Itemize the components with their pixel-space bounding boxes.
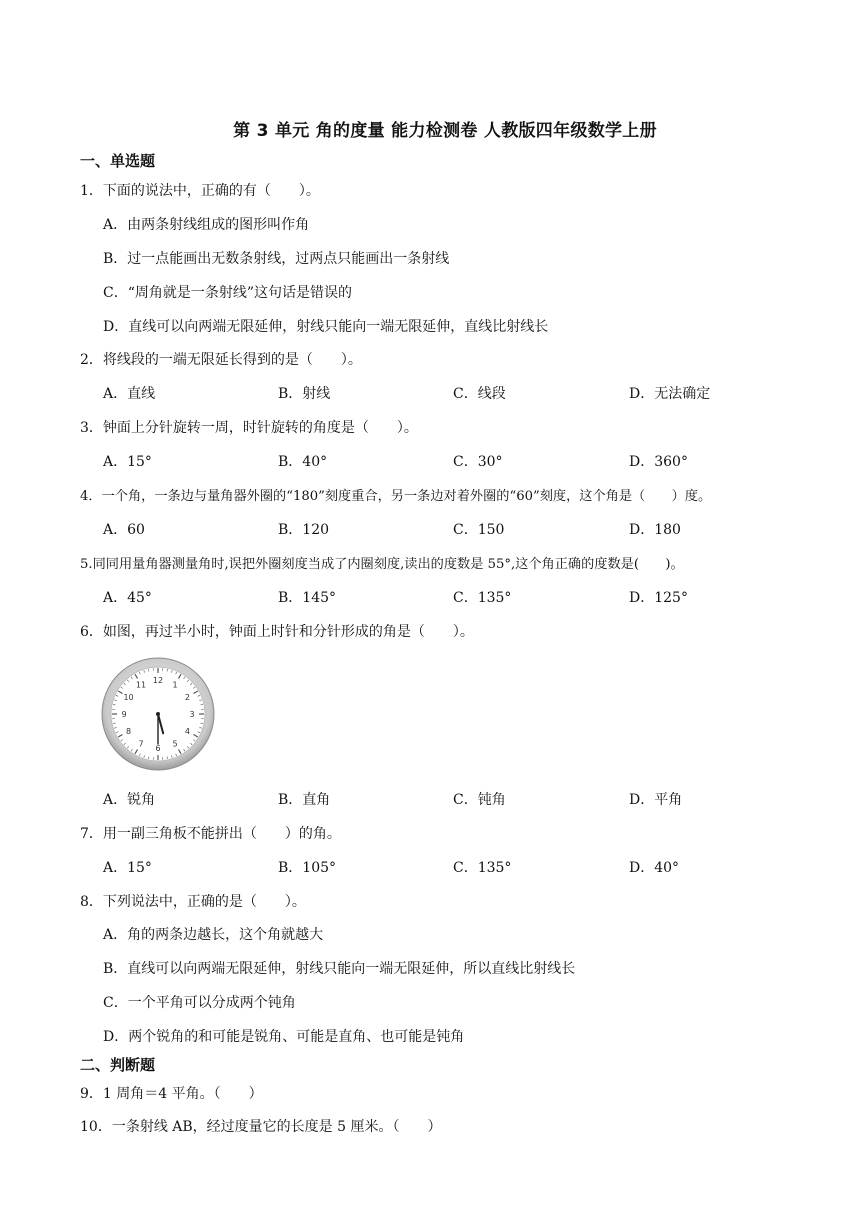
clock-number: 7 [138, 739, 144, 749]
question-6-option-c: C．钝角 [453, 792, 506, 808]
clock-face-image [100, 656, 216, 772]
question-2-option-a: A．直线 [103, 386, 156, 402]
clock-number: 5 [172, 739, 178, 749]
question-1-option-c: C．“周角就是一条射线”这句话是错误的 [103, 285, 353, 301]
clock-number: 6 [155, 744, 161, 753]
question-1-option-b: B．过一点能画出无数条射线，过两点只能画出一条射线 [103, 251, 450, 267]
question-6-option-a: A．锐角 [103, 792, 156, 808]
question-8-option-b: B．直线可以向两端无限延伸，射线只能向一端无限延伸，所以直线比射线长 [103, 961, 576, 977]
question-2-stem: 2．将线段的一端无限延长得到的是（ ）。 [80, 352, 362, 368]
question-5-option-c: C．135° [453, 590, 512, 606]
question-7-option-b: B．105° [278, 860, 337, 876]
question-8-option-d: D．两个锐角的和可能是锐角、可能是直角、也可能是钝角 [103, 1029, 465, 1045]
section-heading-true-false: 二、判断题 [80, 1056, 156, 1074]
clock-number: 1 [172, 680, 178, 690]
clock-number: 3 [189, 710, 195, 719]
clock-number: 10 [123, 693, 134, 702]
question-4-option-c: C．150 [453, 522, 505, 538]
question-7-option-d: D．40° [629, 860, 680, 876]
clock-number: 4 [184, 727, 190, 736]
question-7-stem: 7．用一副三角板不能拼出（ ）的角。 [80, 826, 341, 842]
question-7-option-a: A．15° [103, 860, 152, 876]
question-8-option-c: C．一个平角可以分成两个钝角 [103, 995, 296, 1011]
question-9-stem: 9．1 周角＝4 平角。（ ） [80, 1086, 263, 1102]
clock-number: 12 [152, 676, 164, 685]
question-3-option-c: C．30° [453, 454, 503, 470]
question-4-option-a: A．60 [103, 522, 145, 538]
question-5-stem: 5.同同用量角器测量角时,误把外圈刻度当成了内圈刻度,读出的度数是 55°,这个角正确的度数是( )。 [80, 557, 684, 572]
question-5-option-a: A．45° [103, 590, 152, 606]
question-3-stem: 3．钟面上分针旋转一周，时针旋转的角度是（ ）。 [80, 420, 418, 436]
question-1-stem: 1．下面的说法中，正确的有（ ）。 [80, 183, 320, 199]
question-8-stem: 8．下列说法中，正确的是（ ）。 [80, 894, 306, 910]
question-2-option-b: B．射线 [278, 386, 331, 402]
question-2-option-c: C．线段 [453, 386, 506, 402]
clock-number: 2 [184, 693, 190, 702]
question-6-option-d: D．平角 [629, 792, 683, 808]
question-3-option-d: D．360° [629, 454, 688, 470]
question-4-option-d: D．180 [629, 522, 681, 538]
section-heading-single-choice: 一、单选题 [80, 152, 156, 170]
clock-center-pin [156, 712, 160, 716]
question-3-option-a: A．15° [103, 454, 152, 470]
question-8-option-a: A．角的两条边越长，这个角就越大 [103, 927, 324, 943]
question-5-option-b: B．145° [278, 590, 337, 606]
question-6-option-b: B．直角 [278, 792, 331, 808]
question-3-option-b: B．40° [278, 454, 328, 470]
question-1-option-d: D．直线可以向两端无限延伸，射线只能向一端无限延伸，直线比射线长 [103, 319, 549, 335]
question-6-stem: 6．如图，再过半小时，钟面上时针和分针形成的角是（ ）。 [80, 624, 474, 640]
page-title: 第 3 单元 角的度量 能力检测卷 人教版四年级数学上册 [233, 121, 657, 141]
question-7-option-c: C．135° [453, 860, 512, 876]
question-2-option-d: D．无法确定 [629, 386, 711, 402]
question-5-option-d: D．125° [629, 590, 688, 606]
clock-number: 8 [126, 727, 132, 736]
clock-number: 11 [135, 680, 147, 690]
question-4-option-b: B．120 [278, 522, 330, 538]
question-4-stem: 4．一个角，一条边与量角器外圈的“180”刻度重合，另一条边对着外圈的“60”刻度，这个角是（ ）度。 [80, 489, 712, 504]
clock-number: 9 [121, 710, 127, 719]
question-10-stem: 10．一条射线 AB，经过度量它的长度是 5 厘米。（ ） [80, 1119, 442, 1135]
question-1-option-a: A．由两条射线组成的图形叫作角 [103, 217, 310, 233]
